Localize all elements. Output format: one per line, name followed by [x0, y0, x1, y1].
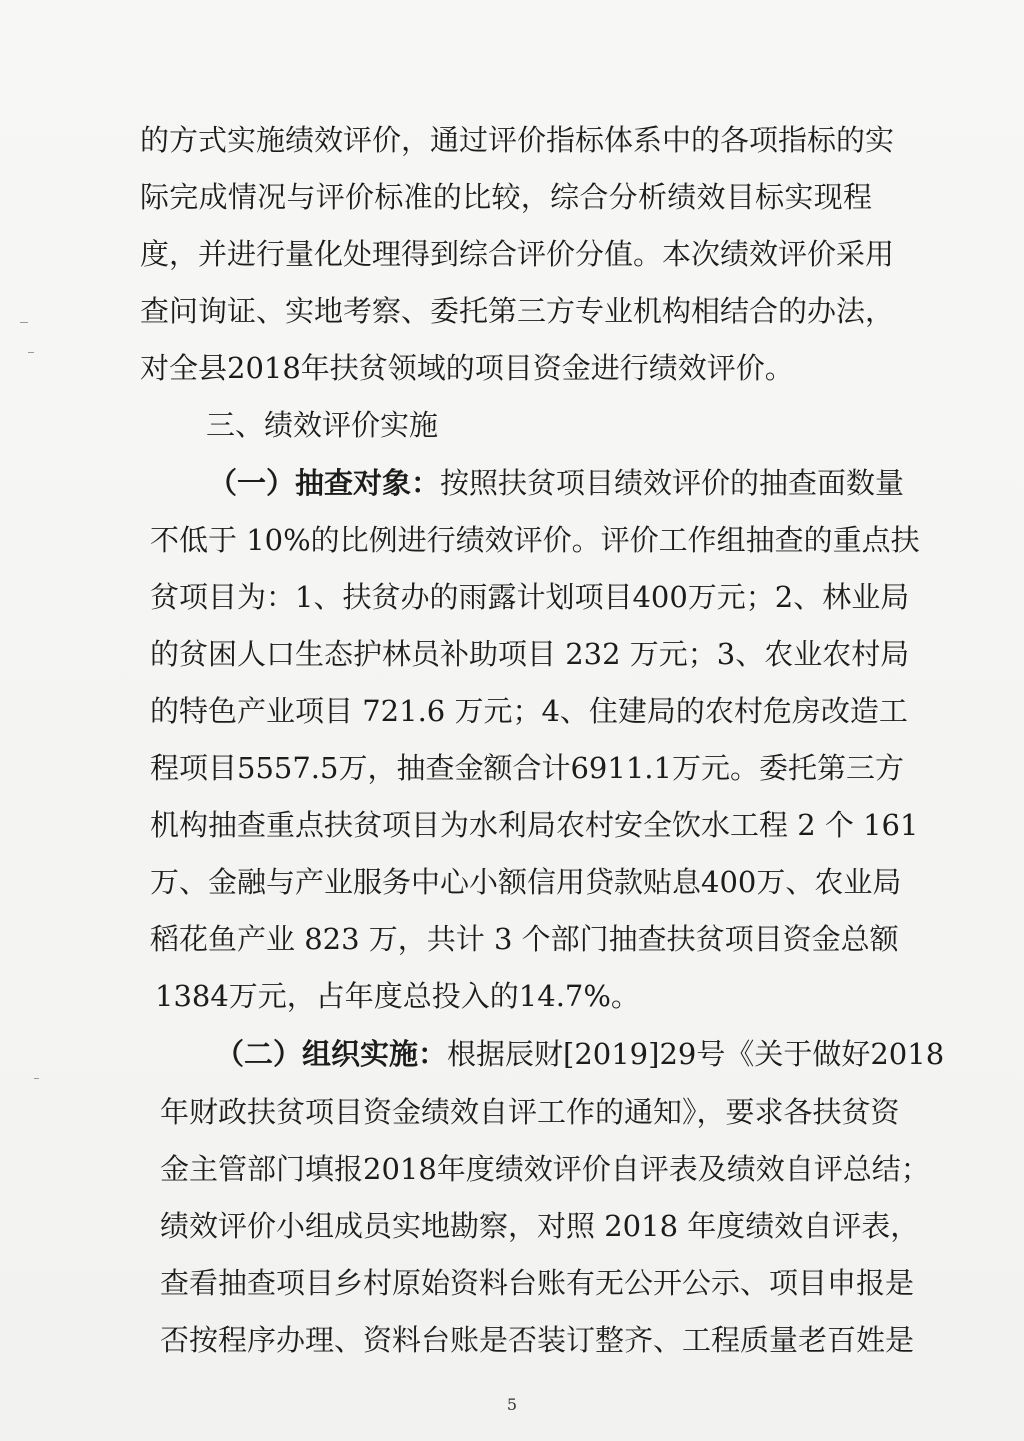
paragraph-line: 查问询证、实地考察、委托第三方专业机构相结合的办法， [140, 294, 895, 328]
scan-mark [20, 322, 28, 323]
paragraph-line: 否按程序办理、资料台账是否装订整齐、工程质量老百姓是 [160, 1323, 915, 1357]
paragraph-line: 稻花鱼产业 823 万，共计 3 个部门抽查扶贫项目资金总额 [150, 922, 899, 956]
paragraph-line: 金主管部门填报2018年度绩效评价自评表及绩效自评总结； [160, 1152, 930, 1186]
paragraph-line: 机构抽查重点扶贫项目为水利局农村安全饮水工程 2 个 161 [150, 808, 919, 842]
subsection-2-label: （二）组织实施： [215, 1037, 448, 1071]
paragraph-line: 的特色产业项目 721.6 万元；4、住建局的农村危房改造工 [150, 694, 908, 728]
subsection-1-label: （一）抽查对象： [208, 466, 441, 500]
paragraph-line: 程项目5557.5万，抽查金额合计6911.1万元。委托第三方 [150, 751, 904, 785]
paragraph-line: 的贫困人口生态护林员补助项目 232 万元；3、农业农村局 [150, 637, 910, 671]
paragraph-line: 年财政扶贫项目资金绩效自评工作的通知》，要求各扶贫资 [160, 1095, 900, 1129]
scan-mark [34, 1078, 39, 1079]
page-number: 5 [506, 1395, 518, 1414]
paragraph-line: 查看抽查项目乡村原始资料台账有无公开公示、项目申报是 [160, 1266, 915, 1300]
paragraph-line: 不低于 10%的比例进行绩效评价。评价工作组抽查的重点扶 [150, 523, 920, 557]
subsection-1-first-line [208, 465, 904, 501]
subsection-1-first-text: 按照扶贫项目绩效评价的抽查面数量 [440, 466, 905, 500]
paragraph-line: 绩效评价小组成员实地勘察，对照 2018 年度绩效自评表， [160, 1209, 920, 1243]
paragraph-line: 的方式实施绩效评价，通过评价指标体系中的各项指标的实 [140, 123, 895, 157]
paragraph-line: 万、金融与产业服务中心小额信用贷款贴息400万、农业局 [150, 865, 902, 899]
paragraph-line: 对全县2018年扶贫领域的项目资金进行绩效评价。 [140, 351, 794, 385]
section-heading: 三、绩效评价实施 [206, 408, 439, 442]
subsection-2-first-line [215, 1036, 944, 1072]
paragraph-line: 1384万元，占年度总投入的14.7%。 [155, 979, 640, 1013]
subsection-2-first-text: 根据辰财[2019]29号《关于做好2018 [447, 1037, 945, 1071]
paragraph-line: 贫项目为：1、扶贫办的雨露计划项目400万元；2、林业局 [150, 580, 910, 614]
paragraph-line: 际完成情况与评价标准的比较，综合分析绩效目标实现程 [140, 180, 872, 214]
scan-mark [28, 352, 34, 353]
paragraph-line: 度，并进行量化处理得到综合评价分值。本次绩效评价采用 [140, 237, 895, 271]
